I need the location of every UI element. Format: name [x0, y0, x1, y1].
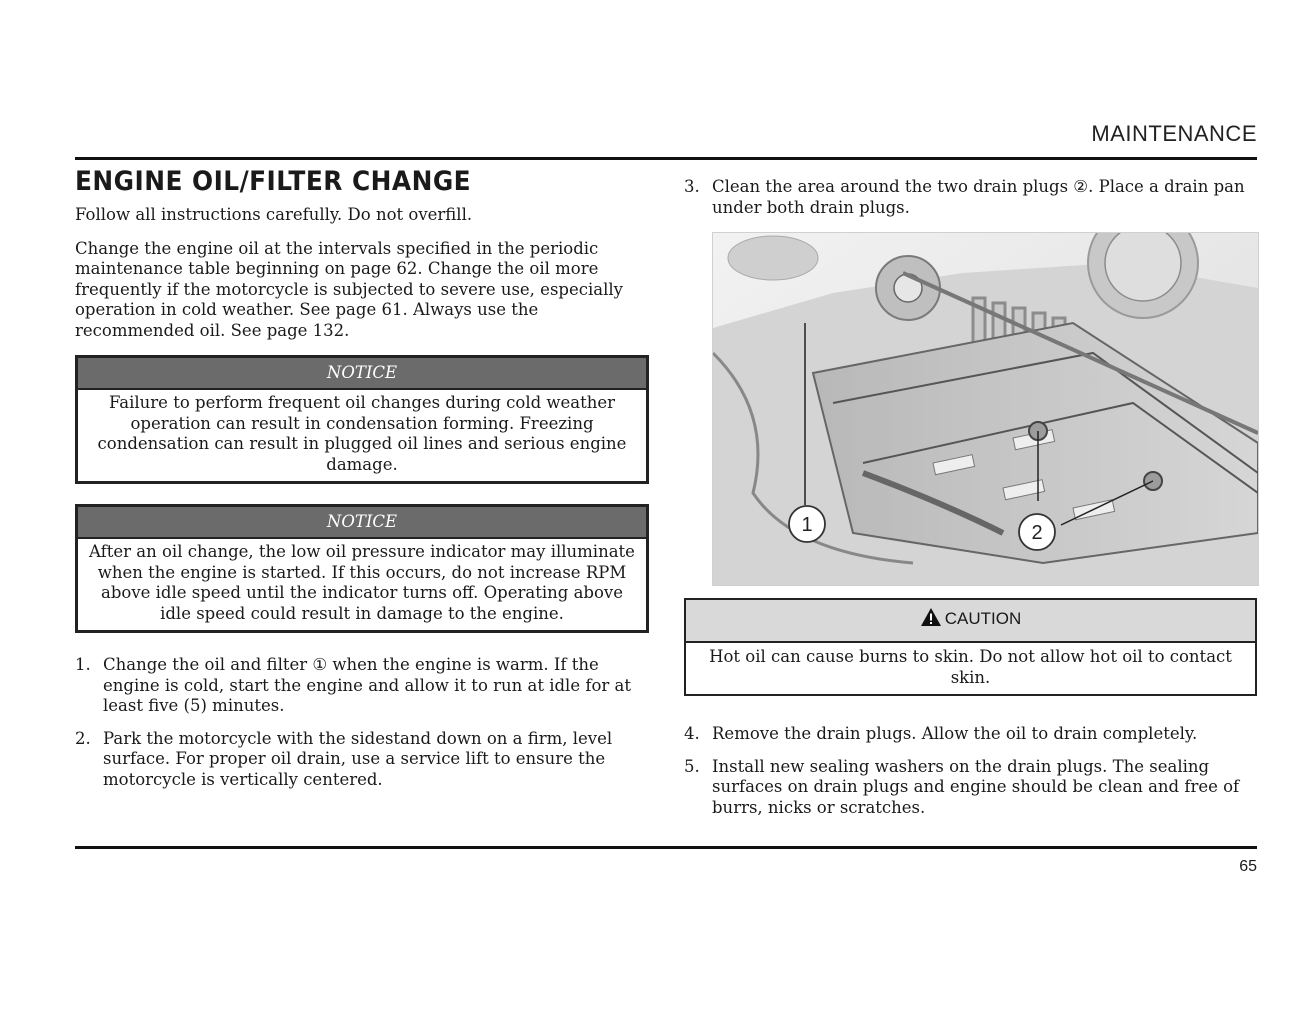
steps-list-left [75, 655, 649, 790]
page-title: ENGINE OIL/FILTER CHANGE [75, 166, 472, 197]
list-item [75, 655, 649, 717]
notice-heading: NOTICE [78, 507, 646, 539]
steps-list-right-bottom [684, 724, 1257, 818]
list-item [684, 757, 1257, 819]
caution-body: Hot oil can cause burns to skin. Do not allow hot oil to contact skin. [709, 647, 1232, 687]
step-text: Install new sealing washers on the drain plugs. The sealing surfaces on drain plugs and engine should be clean and free of burrs, nicks or scratches. [712, 756, 1240, 817]
caution-heading: CAUTION [944, 609, 1022, 628]
step-number: 3. [684, 177, 700, 196]
list-item [684, 724, 1257, 745]
warning-triangle-icon [920, 603, 942, 641]
step-number: 1. [75, 655, 91, 674]
step-text: Remove the drain plugs. Allow the oil to drain completely. [712, 724, 1198, 743]
steps-list-right-top [684, 177, 1257, 218]
notice-box-condensation [75, 355, 649, 484]
step-text: Change the oil and filter ① when the engine is warm. If the engine is cold, start the engine and allow it to run at idle for at least five (5) minutes. [103, 655, 631, 715]
notice-heading: NOTICE [78, 358, 646, 390]
caution-box [684, 598, 1257, 696]
notice-body: After an oil change, the low oil pressure indicator may illuminate when the engine is started. If this occurs, do not increase RPM above idle speed until the indicator turns off. Operating above idle speed could result in damage to the engine. [89, 542, 635, 623]
list-item [684, 177, 1257, 218]
engine-drain-plug-illustration [712, 232, 1259, 586]
notice-body: Failure to perform frequent oil changes during cold weather operation can result in condensation forming. Freezing condensation can result in plugged oil lines and serious engine damage. [97, 393, 627, 474]
step-number: 4. [684, 724, 700, 743]
intro-text: Follow all instructions carefully. Do not overfill. [75, 205, 473, 224]
list-item [75, 729, 649, 791]
left-column [75, 166, 649, 802]
interval-paragraph: Change the engine oil at the intervals specified in the periodic maintenance table beginning on page 62. Change the oil more frequently if the motorcycle is subjected to severe use, especially operation in cold weather. See page 61. Always use the recommended oil. See page 132. [75, 238, 623, 340]
step-text: Park the motorcycle with the sidestand down on a firm, level surface. For proper oil drain, use a service lift to ensure the motorcycle is vertically centered. [103, 728, 613, 789]
callout-2-label: 2 [1031, 522, 1043, 544]
step-number: 2. [75, 728, 91, 748]
callout-1-label: 1 [801, 514, 813, 536]
step-number: 5. [684, 756, 700, 776]
header-rule [75, 157, 1257, 160]
engine-illustration-graphic [713, 233, 1258, 585]
notice-box-oil-pressure [75, 504, 649, 633]
section-title: MAINTENANCE [1091, 121, 1257, 146]
caution-heading-row [686, 600, 1255, 643]
step-text: Clean the area around the two drain plugs ②. Place a drain pan under both drain plugs. [712, 177, 1245, 217]
footer-rule [75, 846, 1257, 849]
right-column [684, 177, 1257, 830]
page-number: 65 [1239, 858, 1257, 875]
